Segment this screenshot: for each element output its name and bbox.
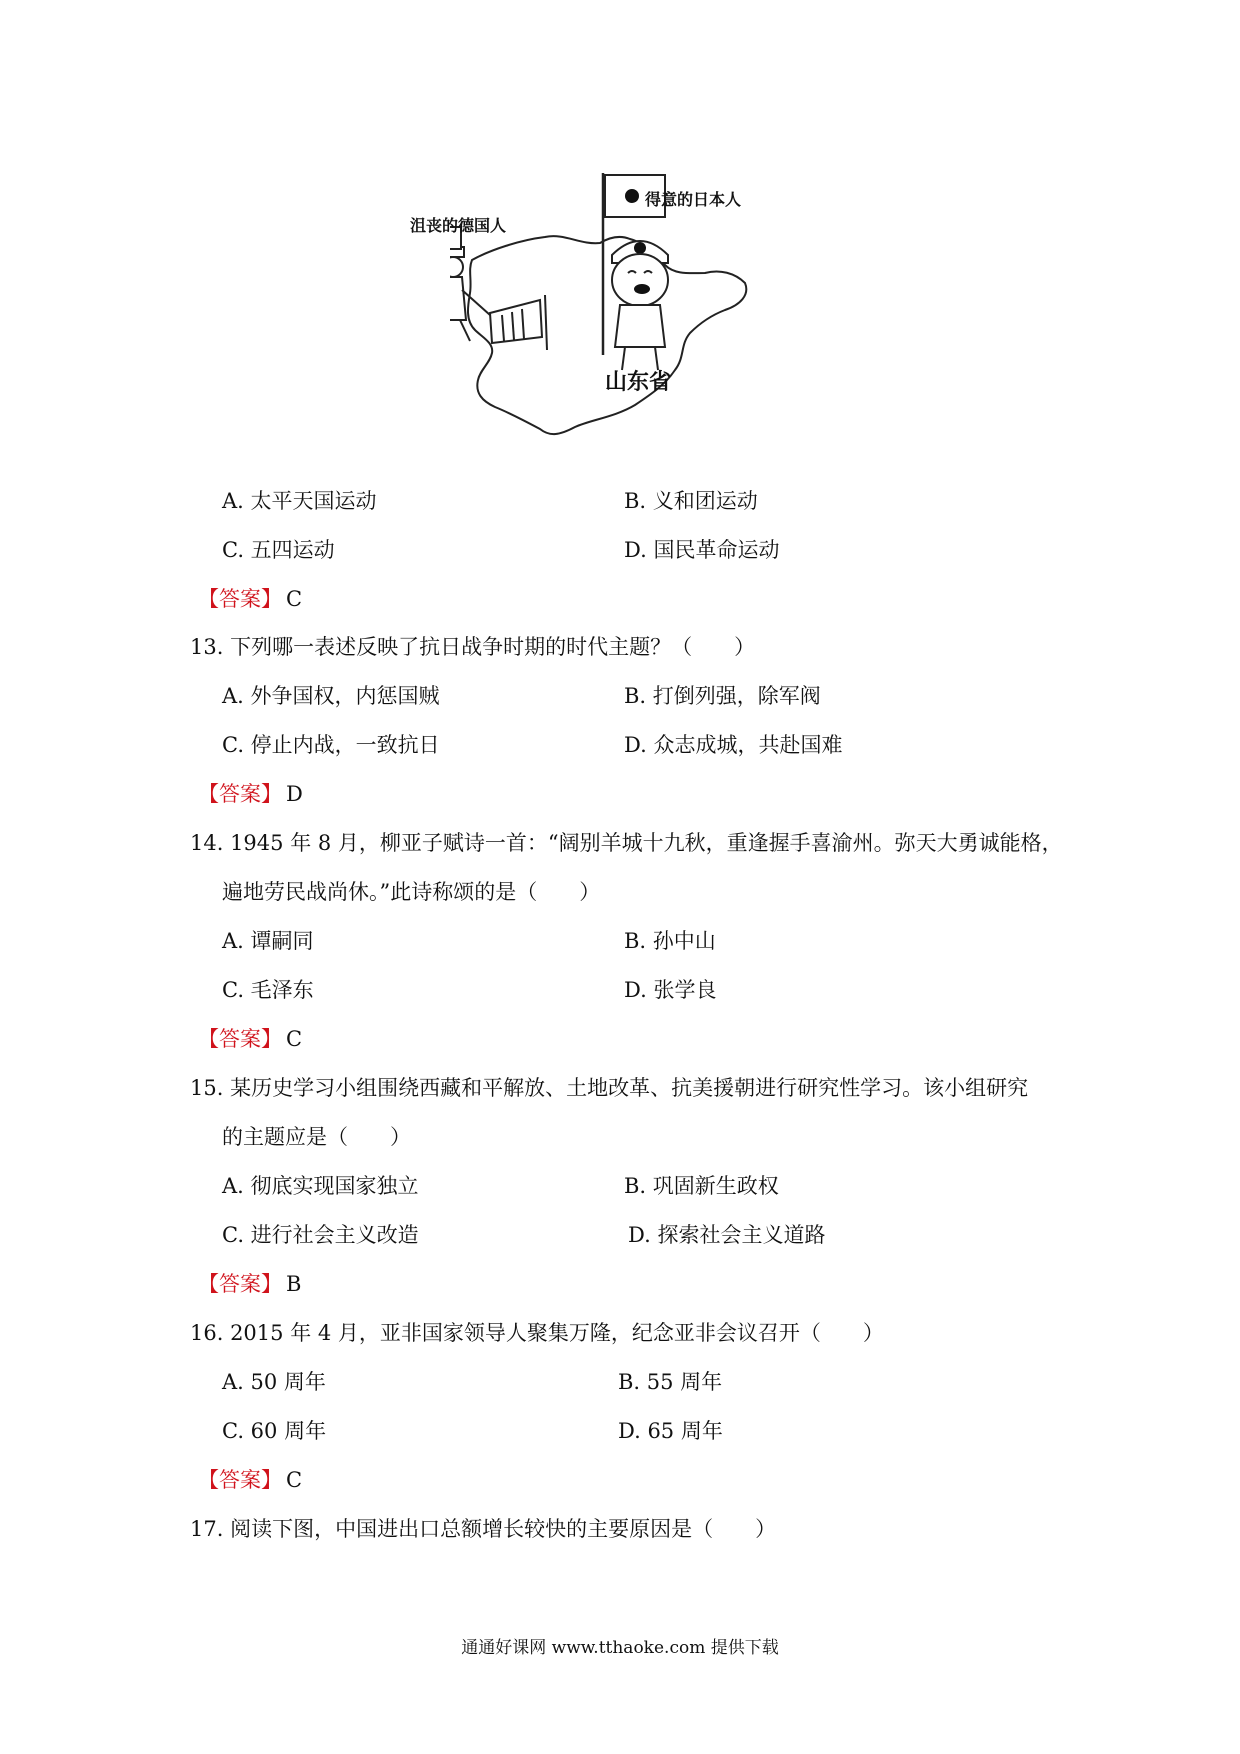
q15-option-b: B. 巩固新生政权 — [624, 1174, 779, 1198]
q16-option-a: A. 50 周年 — [222, 1370, 326, 1394]
label-japanese: 得意的日本人 — [645, 190, 742, 209]
q14-answer — [198, 1024, 302, 1054]
answer-letter: C — [286, 587, 303, 611]
q14-option-b: B. 孙中山 — [624, 929, 716, 953]
q14-option-d: D. 张学良 — [624, 978, 717, 1002]
q13-option-a: A. 外争国权，内惩国贼 — [222, 684, 440, 708]
q17-stem: 17. 阅读下图，中国进出口总额增长较快的主要原因是（ ） — [190, 1517, 777, 1541]
japanese-figure — [612, 241, 668, 370]
q15-stem-line1: 15. 某历史学习小组围绕西藏和平解放、土地改革、抗美援朝进行研究性学习。该小组研究 — [190, 1076, 1029, 1100]
q14-stem-line2: 遍地劳民战尚休。”此诗称颂的是（ ） — [222, 880, 601, 904]
answer-label: 【答案】 — [198, 1027, 282, 1051]
q12-option-a: A. 太平天国运动 — [222, 489, 377, 513]
answer-label: 【答案】 — [198, 587, 282, 611]
answer-letter: D — [286, 782, 303, 806]
q15-stem-line2: 的主题应是（ ） — [222, 1125, 411, 1149]
q14-option-c: C. 毛泽东 — [222, 978, 314, 1002]
answer-label: 【答案】 — [198, 1272, 282, 1296]
q15-option-d: D. 探索社会主义道路 — [628, 1223, 826, 1247]
q15-answer — [198, 1269, 301, 1299]
answer-letter: C — [286, 1027, 303, 1051]
answer-label: 【答案】 — [198, 782, 282, 806]
q13-option-c: C. 停止内战，一致抗日 — [222, 733, 440, 757]
q12-option-b: B. 义和团运动 — [624, 489, 758, 513]
q13-option-d: D. 众志成城，共赴国难 — [624, 733, 843, 757]
german-flag — [490, 300, 542, 343]
answer-letter: B — [286, 1272, 302, 1296]
label-province: 山东省 — [605, 370, 672, 395]
q16-option-b: B. 55 周年 — [618, 1370, 723, 1394]
q14-stem-line1: 14. 1945 年 8 月，柳亚子赋诗一首：“阔别羊城十九秋，重逢握手喜渝州。弥天大勇诚能格， — [190, 831, 1063, 855]
q13-answer — [198, 779, 303, 809]
answer-label: 【答案】 — [198, 1468, 282, 1492]
q12-option-c: C. 五四运动 — [222, 538, 335, 562]
page-footer: 通通好课网 www.tthaoke.com 提供下载 — [461, 1638, 779, 1658]
q12-answer — [198, 584, 302, 614]
q15-option-c: C. 进行社会主义改造 — [222, 1223, 419, 1247]
q13-option-b: B. 打倒列强，除军阀 — [624, 684, 821, 708]
q13-stem: 13. 下列哪一表述反映了抗日战争时期的时代主题？（ ） — [190, 635, 756, 659]
q16-stem: 16. 2015 年 4 月，亚非国家领导人聚集万隆，纪念亚非会议召开（ ） — [190, 1321, 884, 1345]
flagpole-germany — [545, 295, 547, 350]
q12-option-d: D. 国民革命运动 — [624, 538, 780, 562]
q16-answer — [198, 1465, 302, 1495]
q16-option-c: C. 60 周年 — [222, 1419, 327, 1443]
shandong-cartoon — [410, 165, 790, 455]
q14-option-a: A. 谭嗣同 — [222, 929, 314, 953]
q15-option-a: A. 彻底实现国家独立 — [222, 1174, 419, 1198]
label-german: 沮丧的德国人 — [410, 216, 507, 235]
answer-letter: C — [286, 1468, 303, 1492]
q16-option-d: D. 65 周年 — [618, 1419, 723, 1443]
